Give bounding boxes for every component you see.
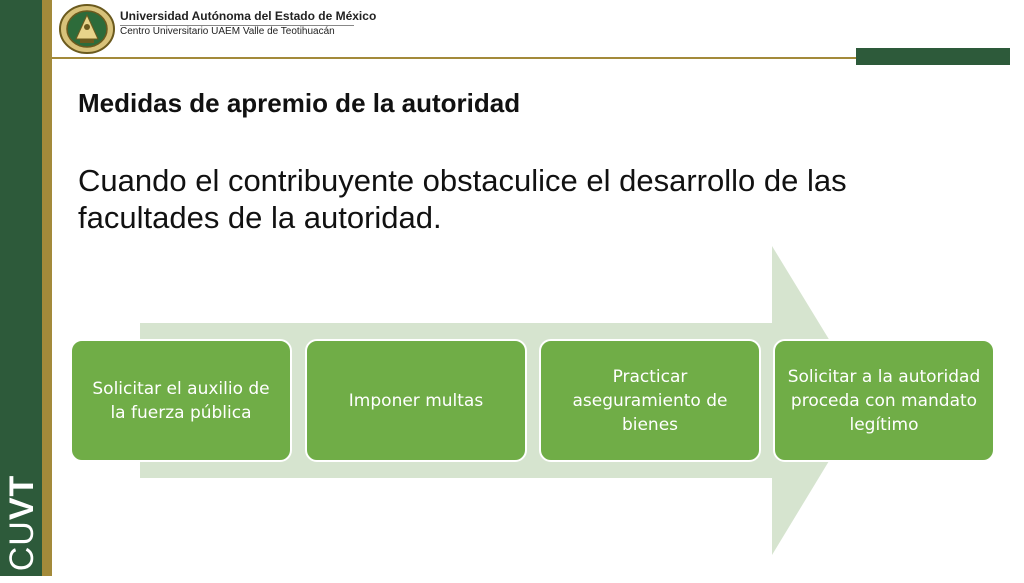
slide-body-text: Cuando el contribuyente obstaculice el desarrollo de las facultades de la autoridad. — [78, 163, 847, 235]
cuvt-light: CU — [3, 520, 41, 572]
step-box-4: Solicitar a la autoridad proceda con mandato legítimo — [773, 339, 995, 462]
campus-name: Centro Universitario UAEM Valle de Teotihuacán — [120, 26, 335, 37]
cuvt-bold: VT — [3, 474, 41, 521]
university-name: Universidad Autónoma del Estado de México — [120, 9, 377, 23]
step-box-1: Solicitar el auxilio de la fuerza pública — [70, 339, 292, 462]
slide-title: Medidas de apremio de la autoridad — [78, 88, 521, 118]
step-box-2: Imponer multas — [305, 339, 527, 462]
step-box-3: Practicar aseguramiento de bienes — [539, 339, 761, 462]
